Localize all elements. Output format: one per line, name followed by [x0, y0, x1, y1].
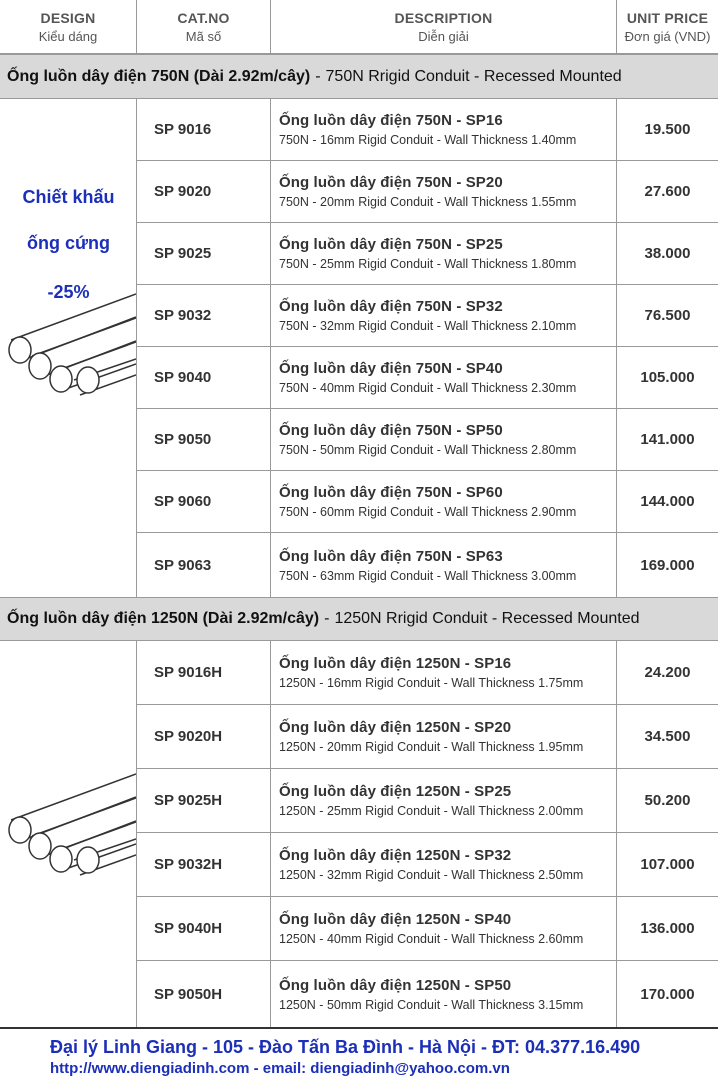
cat-number: SP 9016 [137, 99, 271, 160]
cat-number: SP 9060 [137, 471, 271, 532]
section-1250n-title-vn: Ống luồn dây điện 1250N (Dài 2.92m/cây) [7, 610, 320, 627]
product-name: Ống luồn dây điện 1250N - SP25 [279, 783, 512, 800]
product-spec: 750N - 20mm Rigid Conduit - Wall Thickness 1.55mm [279, 195, 577, 209]
table-row [137, 705, 718, 769]
description-cell [271, 897, 617, 960]
section-750n-rows [137, 99, 718, 597]
cat-number: SP 9032H [137, 833, 271, 896]
product-spec: 750N - 16mm Rigid Conduit - Wall Thickness 1.40mm [279, 133, 577, 147]
section-1250n [0, 641, 718, 1027]
unit-price: 76.500 [644, 307, 691, 324]
section-750n-title [0, 54, 718, 99]
section-750n-separator: - [315, 67, 321, 85]
table-row [137, 833, 718, 897]
cat-number: SP 9040 [137, 347, 271, 408]
unit-price: 27.600 [644, 183, 691, 200]
promo-line-3: -25% [47, 282, 90, 302]
table-row [137, 533, 718, 597]
product-name: Ống luồn dây điện 750N - SP40 [279, 360, 503, 377]
product-spec: 1250N - 16mm Rigid Conduit - Wall Thickness 1.75mm [279, 676, 584, 690]
header-design-title: DESIGN [40, 9, 96, 26]
product-name: Ống luồn dây điện 1250N - SP16 [279, 655, 512, 672]
unit-price: 105.000 [640, 369, 695, 386]
table-row [137, 897, 718, 961]
header-catno-title: CAT.NO [177, 9, 230, 26]
section-750n-title-vn: Ống luồn dây điện 750N (Dài 2.92m/cây) [7, 67, 311, 85]
cat-number: SP 9050H [137, 961, 271, 1027]
unit-price: 50.200 [644, 792, 691, 809]
unit-price: 19.500 [644, 121, 691, 138]
header-price-title: UNIT PRICE [626, 9, 709, 26]
header-description [271, 0, 617, 53]
description-cell [271, 161, 617, 222]
product-spec: 1250N - 32mm Rigid Conduit - Wall Thickness 2.50mm [279, 868, 584, 882]
product-spec: 1250N - 40mm Rigid Conduit - Wall Thickness 2.60mm [279, 932, 584, 946]
cat-number: SP 9020 [137, 161, 271, 222]
table-row [137, 769, 718, 833]
unit-price: 170.000 [640, 985, 695, 1003]
section-750n [0, 99, 718, 597]
section-1250n-title [0, 597, 718, 641]
product-name: Ống luồn dây điện 750N - SP20 [279, 174, 503, 191]
section-1250n-rows [137, 641, 718, 1027]
product-name: Ống luồn dây điện 1250N - SP40 [279, 911, 512, 928]
header-description-title: DESCRIPTION [394, 9, 493, 26]
product-name: Ống luồn dây điện 750N - SP32 [279, 298, 503, 315]
product-name: Ống luồn dây điện 1250N - SP50 [279, 976, 512, 994]
dealer-footer [0, 1027, 718, 1077]
cat-number: SP 9050 [137, 409, 271, 470]
dealer-address: Đại lý Linh Giang - 105 - Đào Tấn Ba Đình - Hà Nội - ĐT: 04.377.16.490 [50, 1037, 641, 1057]
description-cell [271, 471, 617, 532]
header-description-sub: Diễn giải [418, 28, 469, 44]
section-1250n-separator: - [324, 610, 330, 627]
product-spec: 750N - 25mm Rigid Conduit - Wall Thickness 1.80mm [279, 257, 577, 271]
table-row [137, 99, 718, 161]
cat-number: SP 9063 [137, 533, 271, 597]
dealer-contact-links[interactable]: http://www.diengiadinh.com - email: diengiadinh@yahoo.com.vn [50, 1060, 510, 1077]
promo-line-2: ống cứng [26, 233, 111, 253]
description-cell [271, 347, 617, 408]
cat-number: SP 9025 [137, 223, 271, 284]
description-cell [271, 223, 617, 284]
product-spec: 1250N - 50mm Rigid Conduit - Wall Thickness 3.15mm [279, 997, 584, 1012]
product-name: Ống luồn dây điện 1250N - SP20 [279, 719, 512, 736]
unit-price: 136.000 [640, 920, 695, 937]
product-spec: 1250N - 25mm Rigid Conduit - Wall Thickness 2.00mm [279, 804, 584, 818]
description-cell [271, 99, 617, 160]
table-header [0, 0, 718, 54]
description-cell [271, 961, 617, 1027]
description-cell [271, 533, 617, 597]
unit-price: 24.200 [644, 664, 691, 681]
description-cell [271, 641, 617, 704]
header-design-sub: Kiểu dáng [38, 28, 98, 44]
unit-price: 141.000 [640, 431, 695, 448]
unit-price: 34.500 [644, 728, 691, 745]
unit-price: 38.000 [644, 245, 691, 262]
cat-number: SP 9025H [137, 769, 271, 832]
header-price [617, 0, 718, 53]
table-row [137, 641, 718, 705]
product-spec: 750N - 63mm Rigid Conduit - Wall Thickness 3.00mm [279, 568, 577, 583]
table-row [137, 285, 718, 347]
description-cell [271, 769, 617, 832]
product-name: Ống luồn dây điện 750N - SP60 [279, 484, 503, 501]
table-row [137, 161, 718, 223]
description-cell [271, 409, 617, 470]
product-spec: 750N - 40mm Rigid Conduit - Wall Thickness 2.30mm [279, 381, 577, 395]
product-name: Ống luồn dây điện 750N - SP16 [279, 112, 503, 129]
table-row [137, 961, 718, 1027]
product-spec: 750N - 32mm Rigid Conduit - Wall Thickness 2.10mm [279, 319, 577, 333]
cat-number: SP 9040H [137, 897, 271, 960]
section-1250n-title-en: 1250N Rrigid Conduit - Recessed Mounted [334, 610, 640, 627]
cat-number: SP 9020H [137, 705, 271, 768]
description-cell [271, 285, 617, 346]
section-750n-title-en: 750N Rrigid Conduit - Recessed Mounted [325, 67, 622, 85]
conduit-pipes-icon [2, 289, 136, 399]
product-name: Ống luồn dây điện 750N - SP25 [279, 236, 503, 253]
table-row [137, 471, 718, 533]
table-row [137, 347, 718, 409]
conduit-pipes-icon [2, 769, 136, 879]
unit-price: 169.000 [640, 556, 695, 574]
promo-line-1: Chiết khấu [22, 187, 115, 207]
table-row [137, 223, 718, 285]
header-catno-sub: Mã số [185, 28, 222, 44]
table-row [137, 409, 718, 471]
product-spec: 1250N - 20mm Rigid Conduit - Wall Thickness 1.95mm [279, 740, 584, 754]
product-name: Ống luồn dây điện 750N - SP50 [279, 422, 503, 439]
product-spec: 750N - 60mm Rigid Conduit - Wall Thickness 2.90mm [279, 505, 577, 519]
product-spec: 750N - 50mm Rigid Conduit - Wall Thickness 2.80mm [279, 443, 577, 457]
cat-number: SP 9032 [137, 285, 271, 346]
description-cell [271, 705, 617, 768]
cat-number: SP 9016H [137, 641, 271, 704]
header-catno [137, 0, 271, 53]
description-cell [271, 833, 617, 896]
product-name: Ống luồn dây điện 1250N - SP32 [279, 847, 512, 864]
header-price-sub: Đơn giá (VND) [624, 28, 711, 44]
header-design [0, 0, 137, 53]
product-name: Ống luồn dây điện 750N - SP63 [279, 547, 503, 565]
unit-price: 144.000 [640, 493, 695, 510]
unit-price: 107.000 [640, 856, 695, 873]
